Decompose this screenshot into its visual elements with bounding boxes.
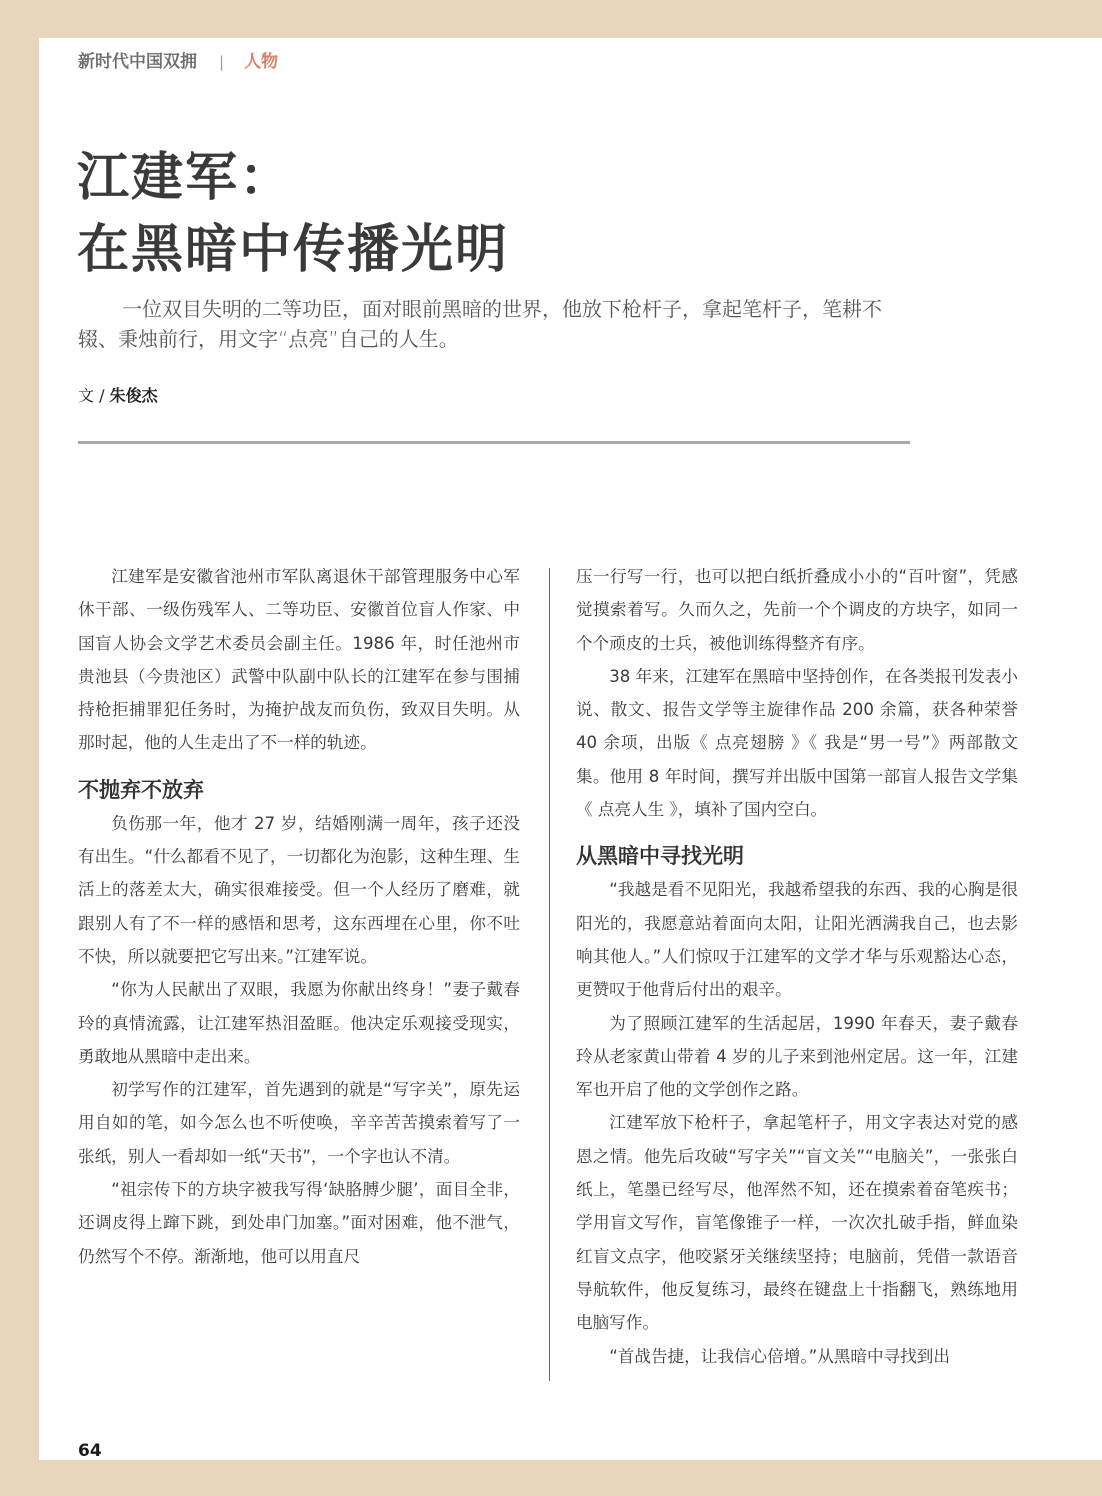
left-column bbox=[78, 560, 520, 1273]
page-number: 64 bbox=[78, 1441, 102, 1461]
section-name: 新时代中国双拥 bbox=[78, 52, 197, 72]
column-divider bbox=[549, 568, 550, 1381]
paragraph: 江建军放下枪杆子，拿起笔杆子，用文字表达对党的感恩之情。他先后攻破“写字关”“盲文关”“电脑关”，一张张白纸上，笔墨已经写尽，他浑然不知，还在摸索着奋笔疾书；学用盲文写作，盲笔像锥子一样，一次次扎破手指，鲜血染红盲文点字，他咬紧牙关继续坚持；电脑前，凭借一款语音导航软件，他反复练习，最终在键盘上十指翻飞，熟练地用电脑写作。 bbox=[576, 1113, 1018, 1333]
paragraph: 负伤那一年，他才 27 岁，结婚刚满一周年，孩子还没有出生。“什么都看不见了，一切都化为泡影，这种生理、生活上的落差太大，确实很难接受。但一个人经历了磨难，就跟别人有了不一样的感悟和思考，这东西埋在心里，你不吐不快，所以就要把它写出来。”江建军说。 bbox=[78, 813, 520, 966]
article-lede: 一位双目失明的二等功臣，面对眼前黑暗的世界，他放下枪杆子，拿起笔杆子，笔耕不辍、秉烛前行，用文字“点亮”自己的人生。 bbox=[78, 297, 882, 351]
category-label: 人物 bbox=[244, 52, 279, 72]
article-title bbox=[77, 142, 509, 286]
title-line-2: 在黑暗中传播光明 bbox=[77, 219, 510, 280]
paragraph: 初学写作的江建军，首先遇到的就是“写字关”，原先运用自如的笔，如今怎么也不听使唤，辛辛苦苦摸索着写了一张纸，别人一看却如一纸“天书”，一个字也认不清。 bbox=[78, 1080, 520, 1166]
title-line-1: 江建军： bbox=[77, 147, 294, 208]
page-header bbox=[78, 50, 278, 74]
paragraph: 为了照顾江建军的生活起居，1990 年春天，妻子戴春玲从老家黄山带着 4 岁的儿子来到池州定居。这一年，江建军也开启了他的文学创作之路。 bbox=[576, 1013, 1018, 1100]
paragraph: 江建军是安徽省池州市军队离退休干部管理服务中心军休干部、一级伤残军人、二等功臣、安徽首位盲人作家、中国盲人协会文学艺术委员会副主任。1986 年，时任池州市贵池县（今贵池区）武警中队副中队长的江建军在参与围捕持枪拒捕罪犯任务时，为掩护战友而负伤，致双目失明。从那时起，他的人生走出了不一样的轨迹。 bbox=[78, 567, 520, 753]
section-heading: 从黑暗中寻找光明 bbox=[576, 844, 744, 869]
header-divider bbox=[78, 441, 910, 444]
paragraph: 38 年来，江建军在黑暗中坚持创作，在各类报刊发表小说、散文、报告文学等主旋律作品 200 余篇，获各种荣誉 40 余项，出版《 点亮翅膀 》《 我是“男一号”》两部散文集。他用 8 年时间，撰写并出版中国第一部盲人报告文学集《 点亮人生 》，填补了国内空白。 bbox=[576, 666, 1018, 820]
paragraph: “祖宗传下的方块字被我写得‘缺胳膊少腿’，面目全非，还调皮得上蹿下跳，到处串门加塞。”面对困难，他不泄气，仍然写个不停。渐渐地，他可以用直尺 bbox=[78, 1180, 520, 1266]
right-column bbox=[576, 560, 1018, 1373]
header-separator: | bbox=[219, 53, 225, 71]
byline bbox=[78, 384, 158, 408]
paragraph: “你为人民献出了双眼，我愿为你献出终身！”妻子戴春玲的真情流露，让江建军热泪盈眶。他决定乐观接受现实，勇敢地从黑暗中走出来。 bbox=[78, 980, 520, 1066]
author-name: 朱俊杰 bbox=[109, 386, 158, 405]
paragraph-continued: 压一行写一行，也可以把白纸折叠成小小的“百叶窗”，凭感觉摸索着写。久而久之，先前一个个调皮的方块字，如同一个个顽皮的士兵，被他训练得整齐有序。 bbox=[576, 567, 1018, 653]
paragraph: “我越是看不见阳光，我越希望我的东西、我的心胸是很阳光的，我愿意站着面向太阳，让阳光洒满我自己，也去影响其他人。”人们惊叹于江建军的文学才华与乐观豁达心态，更赞叹于他背后付出的艰辛。 bbox=[576, 880, 1018, 1000]
byline-prefix: 文 / bbox=[78, 386, 110, 405]
paragraph: “首战告捷，让我信心倍增。”从黑暗中寻找到出 bbox=[609, 1346, 950, 1366]
magazine-page bbox=[39, 38, 1102, 1460]
section-heading: 不抛弃不放弃 bbox=[78, 777, 204, 802]
